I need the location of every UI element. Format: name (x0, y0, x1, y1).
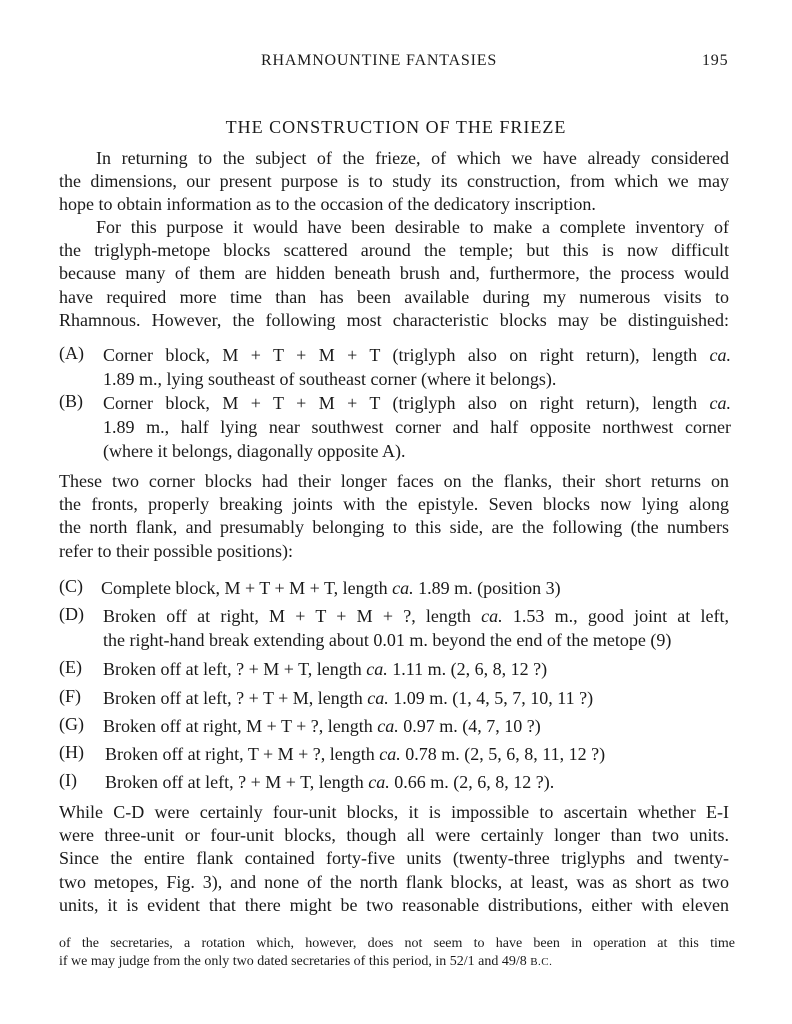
paragraph-line: the dimensions, our present purpose is to study its construction, from which we may (59, 171, 729, 192)
running-title: RHAMNOUNTINE FANTASIES (261, 52, 498, 69)
item-label: (B) (59, 391, 83, 411)
item-line: (where it belongs, diagonally opposite A). (103, 441, 406, 461)
item-label: (E) (59, 657, 82, 677)
item-line: Broken off at right, T + M + ?, length ca. 0.78 m. (2, 5, 6, 8, 11, 12 ?) (105, 744, 606, 764)
item-line: Broken off at right, M + T + M + ?, length ca. 1.53 m., good joint at left, (103, 606, 729, 626)
paragraph-line: While C-D were certainly four-unit blocks, it is impossible to ascertain whether E-I (59, 802, 729, 822)
paragraph-line: For this purpose it would have been desirable to make a complete inventory of (96, 217, 729, 237)
footnote-line: of the secretaries, a rotation which, however, does not seem to have been in operation at this time (59, 936, 735, 951)
paragraph-line: have required more time than has been available during my numerous visits to (59, 286, 729, 307)
item-line: Broken off at left, ? + M + T, length ca. 1.11 m. (2, 6, 8, 12 ?) (103, 659, 548, 679)
item-line: the right-hand break extending about 0.01 m. beyond the end of the metope (9) (103, 630, 672, 650)
section-title: THE CONSTRUCTION OF THE FRIEZE (225, 117, 567, 137)
paragraph-line: the fronts, properly breaking joints with the epistyle. Seven blocks now lying along (59, 494, 729, 515)
paragraph-line: In returning to the subject of the frieze, of which we have already considered (96, 148, 729, 168)
item-line: Broken off at right, M + T + ?, length ca. 0.97 m. (4, 7, 10 ?) (103, 716, 541, 736)
item-label: (F) (59, 686, 81, 706)
paragraph-line: units, it is evident that there might be two reasonable distributions, either with eleven (59, 894, 729, 915)
paragraph-line: the north flank, and presumably belonging to this side, are the following (the numbers (59, 517, 729, 538)
paragraph-line: the triglyph-metope blocks scattered around the temple; but this is now difficult (59, 240, 729, 261)
item-label: (G) (59, 714, 84, 734)
footnote (59, 935, 735, 971)
item-line: Broken off at left, ? + T + M, length ca. 1.09 m. (1, 4, 5, 7, 10, 11 ?) (103, 688, 594, 708)
item-line: Broken off at left, ? + M + T, length ca. 0.66 m. (2, 6, 8, 12 ?). (105, 772, 555, 792)
paragraph-line: These two corner blocks had their longer faces on the flanks, their short returns on (59, 471, 729, 491)
paragraph-line: refer to their possible positions): (59, 540, 293, 561)
item-line: 1.89 m., half lying near southwest corner and half opposite northwest corner (103, 417, 731, 437)
paragraph-distribution (59, 801, 729, 917)
item-label: (H) (59, 742, 84, 762)
footnote-line: if we may judge from the only two dated secretaries of this period, in 52/1 and 49/8 B.C. (59, 954, 553, 969)
item-line: 1.89 m., lying southeast of southeast corner (where it belongs). (103, 369, 557, 389)
item-label: (I) (59, 770, 77, 790)
paragraph-purpose (59, 216, 729, 332)
paragraph-line: Rhamnous. However, the following most characteristic blocks may be distinguished: (59, 309, 729, 330)
paragraph-line: were three-unit or four-unit blocks, though all were certainly longer than two units. (59, 825, 729, 846)
item-label: (A) (59, 343, 84, 363)
paragraph-line: because many of them are hidden beneath brush and, furthermore, the process would (59, 263, 729, 284)
paragraph-line: two metopes, Fig. 3), and none of the north flank blocks, at least, was as short as two (59, 871, 729, 892)
paragraph-corner-blocks (59, 470, 729, 563)
page-number: 195 (702, 52, 729, 69)
paragraph-line: Since the entire flank contained forty-five units (twenty-three triglyphs and twenty- (59, 848, 729, 869)
item-line: Complete block, M + T + M + T, length ca. 1.89 m. (position 3) (101, 578, 561, 598)
item-line: Corner block, M + T + M + T (triglyph also on right return), length ca. (103, 345, 731, 365)
item-label: (D) (59, 604, 84, 624)
paragraph-line: hope to obtain information as to the occasion of the dedicatory inscription. (59, 194, 596, 215)
item-label: (C) (59, 576, 83, 596)
paragraph-intro (59, 147, 729, 217)
item-line: Corner block, M + T + M + T (triglyph also on right return), length ca. (103, 393, 731, 413)
